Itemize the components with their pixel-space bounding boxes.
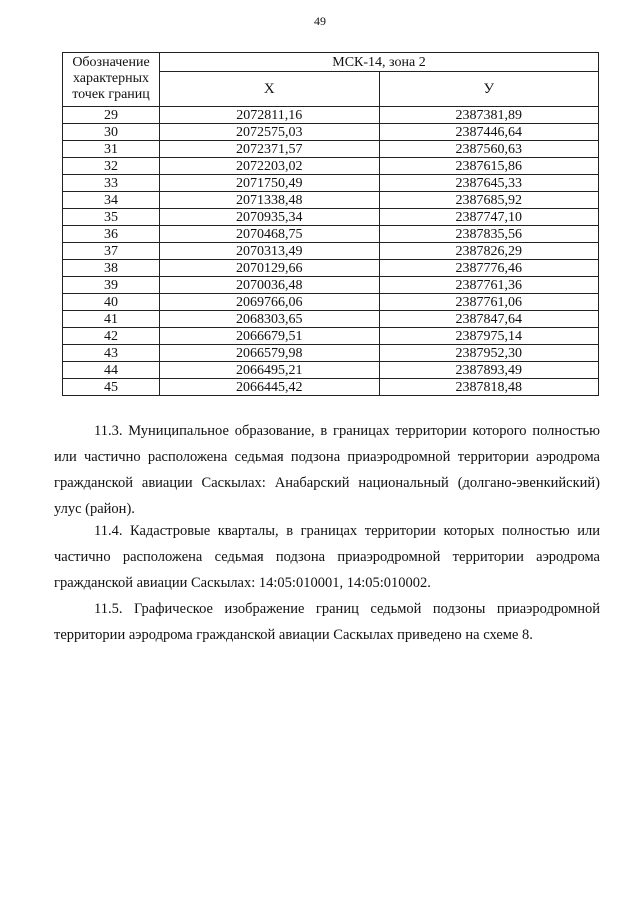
point-number-cell: 35	[63, 209, 160, 226]
point-number-cell: 29	[63, 107, 160, 124]
y-value-cell: 2387560,63	[379, 141, 599, 158]
y-value-cell: 2387952,30	[379, 345, 599, 362]
point-number-cell: 43	[63, 345, 160, 362]
point-number-cell: 42	[63, 328, 160, 345]
table-row	[63, 226, 599, 243]
y-value-cell: 2387776,46	[379, 260, 599, 277]
x-value-cell: 2072575,03	[160, 124, 380, 141]
coordinates-table	[62, 52, 599, 396]
x-value-cell: 2066495,21	[160, 362, 380, 379]
y-value-cell: 2387847,64	[379, 311, 599, 328]
points-header-line: Обозначение	[72, 55, 150, 70]
point-number-cell: 40	[63, 294, 160, 311]
table-row	[63, 192, 599, 209]
points-header-line: характерных	[72, 71, 150, 86]
table-row	[63, 260, 599, 277]
y-value-cell: 2387645,33	[379, 175, 599, 192]
x-value-cell: 2071338,48	[160, 192, 380, 209]
x-value-cell: 2066445,42	[160, 379, 380, 396]
x-value-cell: 2072371,57	[160, 141, 380, 158]
table-row	[63, 277, 599, 294]
x-value-cell: 2070313,49	[160, 243, 380, 260]
y-value-cell: 2387761,06	[379, 294, 599, 311]
y-value-cell: 2387835,56	[379, 226, 599, 243]
paragraph-11-5: 11.5. Графическое изображение границ седьмой подзоны приаэродромной территории аэродрома гражданской авиации Саскылах приведено на схеме 8.	[54, 601, 600, 643]
table-row	[63, 311, 599, 328]
table-row	[63, 107, 599, 124]
y-column-header: У	[379, 72, 599, 107]
points-column-header	[63, 53, 160, 107]
point-number-cell: 34	[63, 192, 160, 209]
y-value-cell: 2387975,14	[379, 328, 599, 345]
x-value-cell: 2069766,06	[160, 294, 380, 311]
x-value-cell: 2070036,48	[160, 277, 380, 294]
point-number-cell: 36	[63, 226, 160, 243]
point-number-cell: 37	[63, 243, 160, 260]
point-number-cell: 31	[63, 141, 160, 158]
x-column-header: Х	[160, 72, 380, 107]
y-value-cell: 2387747,10	[379, 209, 599, 226]
page-number: 49	[314, 14, 326, 28]
table-row	[63, 158, 599, 175]
point-number-cell: 30	[63, 124, 160, 141]
y-value-cell: 2387826,29	[379, 243, 599, 260]
y-value-cell: 2387685,92	[379, 192, 599, 209]
table-row	[63, 243, 599, 260]
y-value-cell: 2387446,64	[379, 124, 599, 141]
x-value-cell: 2071750,49	[160, 175, 380, 192]
x-value-cell: 2072811,16	[160, 107, 380, 124]
y-value-cell: 2387818,48	[379, 379, 599, 396]
table-row	[63, 379, 599, 396]
y-value-cell: 2387615,86	[379, 158, 599, 175]
point-number-cell: 41	[63, 311, 160, 328]
y-value-cell: 2387381,89	[379, 107, 599, 124]
table-row	[63, 141, 599, 158]
point-number-cell: 33	[63, 175, 160, 192]
point-number-cell: 45	[63, 379, 160, 396]
point-number-cell: 38	[63, 260, 160, 277]
point-number-cell: 44	[63, 362, 160, 379]
point-number-cell: 32	[63, 158, 160, 175]
paragraph-11-4: 11.4. Кадастровые кварталы, в границах территории которых полностью или частично расположена седьмая подзона приаэродромной территории аэродрома гражданской авиации Саскылах: 14:05:010001, 14:05:010002.	[54, 523, 600, 591]
y-value-cell: 2387893,49	[379, 362, 599, 379]
point-number-cell: 39	[63, 277, 160, 294]
y-value-cell: 2387761,36	[379, 277, 599, 294]
x-value-cell: 2066679,51	[160, 328, 380, 345]
table-row	[63, 175, 599, 192]
x-value-cell: 2070129,66	[160, 260, 380, 277]
x-value-cell: 2070468,75	[160, 226, 380, 243]
x-value-cell: 2070935,34	[160, 209, 380, 226]
x-value-cell: 2066579,98	[160, 345, 380, 362]
table-row	[63, 294, 599, 311]
x-value-cell: 2068303,65	[160, 311, 380, 328]
table-row	[63, 124, 599, 141]
table-row	[63, 362, 599, 379]
table-row	[63, 328, 599, 345]
table-row	[63, 345, 599, 362]
table-row	[63, 209, 599, 226]
table-body	[63, 107, 599, 396]
coordinate-system-header: МСК-14, зона 2	[160, 53, 599, 72]
x-value-cell: 2072203,02	[160, 158, 380, 175]
points-header-line: точек границ	[72, 87, 150, 102]
paragraph-11-3: 11.3. Муниципальное образование, в границах территории которого полностью или частично расположена седьмая подзона приаэродромной территории аэродрома гражданской авиации Саскылах: Анабарский национальный (долгано-эвенкийский) улус (район).	[54, 423, 600, 517]
